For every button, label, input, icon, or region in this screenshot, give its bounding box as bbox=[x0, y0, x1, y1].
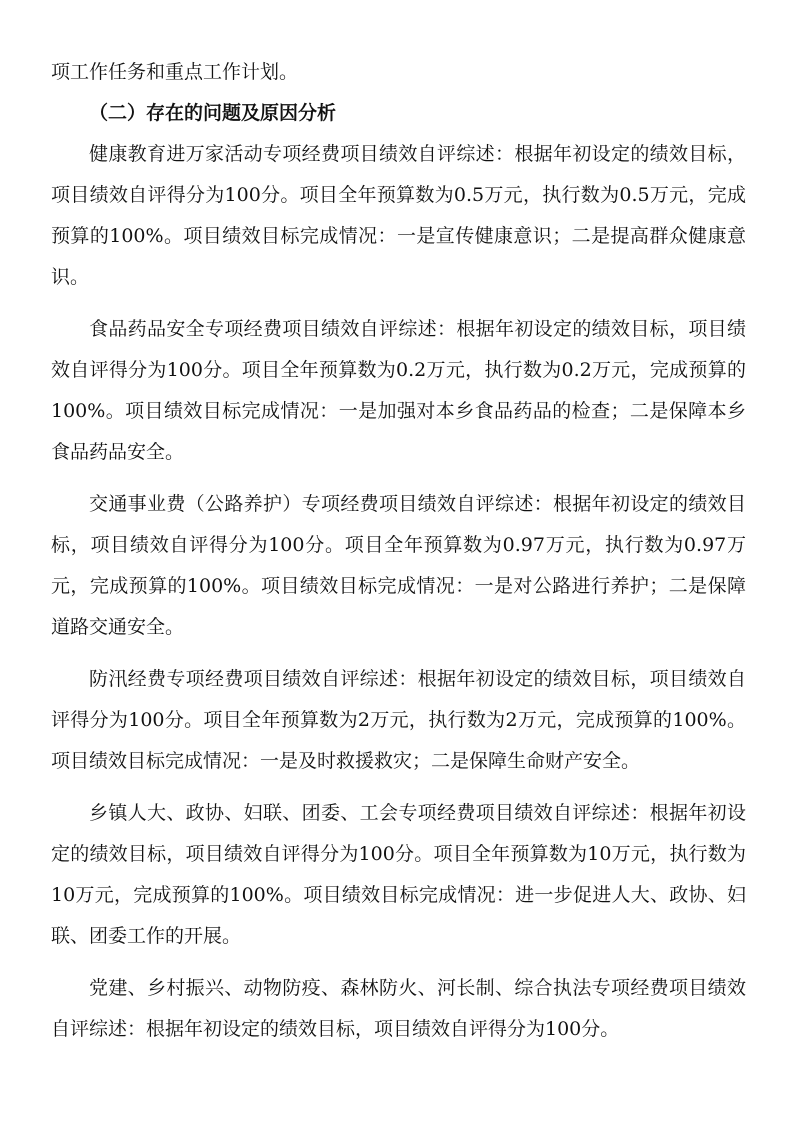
continuation-text: 项工作任务和重点工作计划。 bbox=[51, 61, 299, 83]
section-heading: （二）存在的问题及原因分析 bbox=[89, 102, 337, 124]
paragraph-health-education: 健康教育进万家活动专项经费项目绩效自评综述：根据年初设定的绩效目标，项目绩效自评得分为100分。项目全年预算数为0.5万元，执行数为0.5万元，完成预算的100%。项目绩效目标完成情况：一是宣传健康意识；二是提高群众健康意识。 bbox=[51, 143, 746, 288]
document-page bbox=[51, 52, 746, 1050]
paragraph-road-maintenance: 交通事业费（公路养护）专项经费项目绩效自评综述：根据年初设定的绩效目标，项目绩效自评得分为100分。项目全年预算数为0.97万元，执行数为0.97万元，完成预算的100%。项目绩效目标完成情况：一是对公路进行养护；二是保障道路交通安全。 bbox=[51, 493, 746, 638]
paragraph-township-organizations: 乡镇人大、政协、妇联、团委、工会专项经费项目绩效自评综述：根据年初设定的绩效目标，项目绩效自评得分为100分。项目全年预算数为10万元，执行数为10万元，完成预算的100%。项目绩效目标完成情况：进一步促进人大、政协、妇联、团委工作的开展。 bbox=[51, 802, 746, 947]
paragraph-flood-control: 防汛经费专项经费项目绩效自评综述：根据年初设定的绩效目标，项目绩效自评得分为100分。项目全年预算数为2万元，执行数为2万元，完成预算的100%。项目绩效目标完成情况：一是及时救援救灾；二是保障生命财产安全。 bbox=[51, 668, 746, 772]
paragraph-party-building: 党建、乡村振兴、动物防疫、森林防火、河长制、综合执法专项经费项目绩效自评综述：根据年初设定的绩效目标，项目绩效自评得分为100分。 bbox=[51, 977, 746, 1040]
paragraph-food-drug-safety: 食品药品安全专项经费项目绩效自评综述：根据年初设定的绩效目标，项目绩效自评得分为100分。项目全年预算数为0.2万元，执行数为0.2万元，完成预算的100%。项目绩效目标完成情况：一是加强对本乡食品药品的检查；二是保障本乡食品药品安全。 bbox=[51, 318, 746, 463]
